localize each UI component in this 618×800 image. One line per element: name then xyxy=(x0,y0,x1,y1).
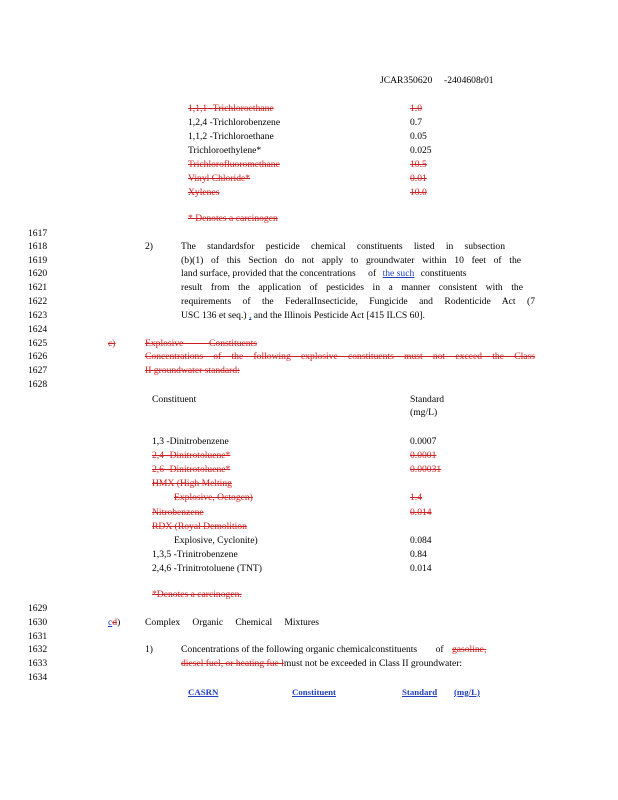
deleted-text: diesel fuel, or heating fue l xyxy=(181,658,284,669)
item-1-text: must not be exceeded in Class II groundwater: xyxy=(283,658,463,669)
column-header-constituent: Constituent xyxy=(152,394,197,405)
constituent-name: Explosive, Octogen) xyxy=(174,492,253,504)
line-number: 1630 xyxy=(28,617,48,628)
deleted-text: d xyxy=(112,617,118,628)
line-number: 1628 xyxy=(28,379,48,390)
section-c-description: Concentrations of the following explosive constituents must not exceed the Class xyxy=(145,351,535,362)
standard-value: 0.0001 xyxy=(410,450,437,462)
line-number: 1632 xyxy=(28,644,48,655)
line-number: 1625 xyxy=(28,338,48,349)
constituent-name: Explosive, Cyclonite) xyxy=(174,534,258,546)
constituent-name: Trichloroethylene* xyxy=(188,145,262,156)
constituent-name: 1,3,5 -Trinitrobenzene xyxy=(152,548,238,560)
line-number: 1617 xyxy=(28,228,48,239)
paragraph-2-line: requirements of the FederalInsecticide, Fungicide and Rodenticide Act (7 xyxy=(181,296,535,307)
standard-value: 0.084 xyxy=(410,534,432,546)
line-number: 1622 xyxy=(28,296,48,307)
constituent-name: Trichlorofluoromethane xyxy=(188,159,280,170)
table-header-constituent: Constituent xyxy=(292,687,336,697)
line-number: 1631 xyxy=(28,631,48,642)
line-number: 1621 xyxy=(28,282,48,293)
paragraph-2-text: and the Illinois Pesticide Act [415 ILCS 60]. xyxy=(253,310,425,321)
constituent-name: Xylenes xyxy=(188,187,220,198)
line-number: 1624 xyxy=(28,324,48,335)
standard-value: 1.4 xyxy=(410,492,422,504)
column-header-standard: Standard xyxy=(410,394,445,405)
table-header-casrn: CASRN xyxy=(188,687,219,697)
standard-value: 0.00031 xyxy=(410,464,442,476)
line-number: 1619 xyxy=(28,255,48,266)
line-number: 1618 xyxy=(28,241,48,252)
inserted-text: , xyxy=(248,310,252,321)
inserted-text: c xyxy=(108,617,113,628)
standard-value: 0.84 xyxy=(410,548,427,560)
document-id: JCAR350620 xyxy=(380,75,433,86)
section-c-footnote: *Denotes a carcinogen. xyxy=(152,589,242,600)
section-c-letter: c) xyxy=(108,338,116,349)
paragraph-2-line xyxy=(181,311,425,321)
constituent-name: 2,6 -Dinitrotoluene* xyxy=(152,464,231,476)
constituent-name: 1,2,4 -Trichlorobenzene xyxy=(188,117,281,128)
paragraph-2-number: 2) xyxy=(145,241,153,252)
table1-footnote: * Denotes a carcinogen xyxy=(188,213,278,224)
deleted-text: gasoline, xyxy=(451,644,487,655)
standard-value: 0.014 xyxy=(410,562,432,574)
line-number: 1626 xyxy=(28,351,48,362)
section-c-title: Explosive Constituents xyxy=(145,338,257,349)
paragraph-2-line: The standardsfor pesticide chemical constituents listed in subsection xyxy=(181,241,505,252)
section-d-title: Complex Organic Chemical Mixtures xyxy=(145,617,319,628)
paragraph-2-line: result from the application of pesticides in a manner consistent with the xyxy=(181,282,523,293)
paragraph-2-text: land surface, provided that the concentrations xyxy=(181,268,356,279)
standard-value: 10.0 xyxy=(410,187,427,198)
paragraph-2-text: of xyxy=(368,268,377,279)
item-1-text: Concentrations of the following organic chemicalconstituents xyxy=(181,644,418,655)
item-1-line xyxy=(181,659,462,669)
constituent-name: Nitrobenzene xyxy=(152,506,204,518)
document-revision: -2404608r01 xyxy=(444,75,494,86)
constituent-name: 1,3 -Dinitrobenzene xyxy=(152,436,229,447)
standard-value: 0.025 xyxy=(410,145,432,156)
paragraph-2-text: USC 136 et seq.) xyxy=(181,310,247,321)
line-number: 1629 xyxy=(28,603,48,614)
standard-value: 10.5 xyxy=(410,159,427,170)
constituent-name: 2,4,6 -Trinitrotoluene (TNT) xyxy=(152,562,262,574)
table-header-units: (mg/L) xyxy=(454,687,480,697)
standard-value: 0.014 xyxy=(410,506,432,518)
standard-value: 1.0 xyxy=(410,103,422,114)
constituent-name: 1,1,2 -Trichloroethane xyxy=(188,131,274,142)
constituent-name: 2,4 -Dinitrotoluene* xyxy=(152,450,231,462)
section-d-letter xyxy=(108,618,120,628)
line-number: 1627 xyxy=(28,365,48,376)
standard-value: 0.7 xyxy=(410,117,422,128)
item-1-number: 1) xyxy=(145,644,153,655)
item-1-text: of xyxy=(435,644,444,655)
table-header-standard: Standard xyxy=(402,687,438,697)
paragraph-2-line: (b)(1) of this Section do not apply to groundwater within 10 feet of the xyxy=(181,255,521,266)
paragraph-2-line xyxy=(181,269,507,279)
standard-value: 0.0007 xyxy=(410,436,437,447)
constituent-name: 1,1,1 -Trichloroethane xyxy=(188,103,274,114)
column-header-units: (mg/L) xyxy=(410,407,438,418)
constituent-name: RDX (Royal Demolition xyxy=(152,520,247,532)
section-c-description: II groundwater standard: xyxy=(145,365,240,376)
standard-value: 0.05 xyxy=(410,131,427,142)
item-1-line xyxy=(181,645,531,655)
constituent-name: Vinyl Chloride* xyxy=(188,173,251,184)
section-d-letter-paren: ) xyxy=(117,617,121,628)
line-number: 1633 xyxy=(28,658,48,669)
inserted-text: the such xyxy=(382,268,415,279)
standard-value: 0.01 xyxy=(410,173,427,184)
line-number: 1620 xyxy=(28,268,48,279)
line-number: 1623 xyxy=(28,310,48,321)
paragraph-2-text: constituents xyxy=(420,268,467,279)
line-number: 1634 xyxy=(28,672,48,683)
constituent-name: HMX (High Melting xyxy=(152,478,232,490)
